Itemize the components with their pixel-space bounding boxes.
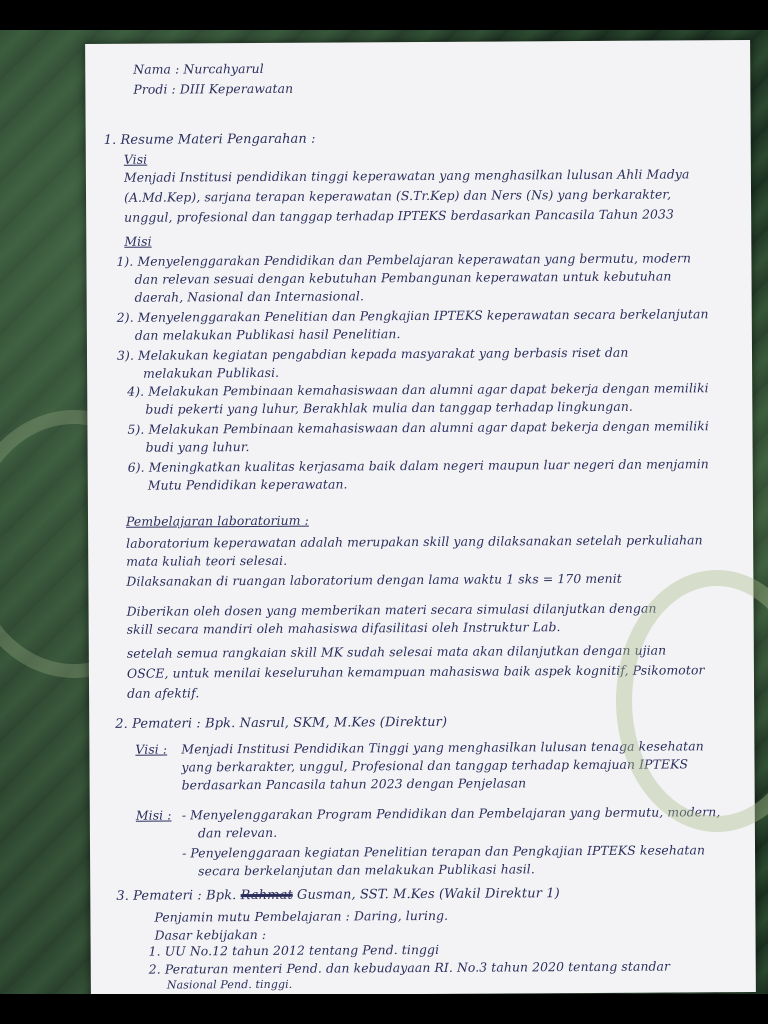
- visi-line: unggul, profesional dan tanggap terhadap IPTEKS berdasarkan Pancasila Tahun 2033: [124, 206, 675, 225]
- misi-line: melakukan Publikasi.: [143, 364, 280, 381]
- visi-line: yang berkarakter, unggul, Profesional dan tanggap terhadap kemajuan IPTEKS: [181, 756, 689, 775]
- misi-line: dan relevan.: [197, 824, 278, 841]
- misi-line: 6). Meningkatkan kualitas kerjasama baik dalam negeri maupun luar negeri dan menjamin: [127, 456, 709, 475]
- lab-line: dan afektif.: [127, 685, 200, 701]
- misi-line: budi pekerti yang luhur, Berakhlak mulia dan tanggap terhadap lingkungan.: [145, 398, 633, 417]
- visi-label: Visi :: [135, 741, 168, 757]
- section-1-title: 1. Resume Materi Pengarahan :: [103, 131, 316, 148]
- misi-line: 2). Menyelenggarakan Penelitian dan Pengkajian IPTEKS keperawatan secara berkelanjutan: [116, 306, 709, 325]
- section-3-line: Dasar kebijakan :: [154, 926, 267, 943]
- misi-line: Mutu Pendidikan keperawatan.: [147, 476, 348, 493]
- study-program-line: Prodi : DIII Keperawatan: [133, 80, 294, 97]
- lab-line: OSCE, untuk menilai keseluruhan kemampuan mahasiswa baik aspek kognitif, Psikomotor: [126, 662, 705, 681]
- misi-line: dan relevan sesuai dengan kebutuhan Pembangunan keperawatan untuk kebutuhan: [134, 268, 672, 287]
- misi-heading: Misi: [124, 233, 152, 249]
- misi-line: 1). Menyelenggarakan Pendidikan dan Pembelajaran keperawatan yang bermutu, modern: [116, 250, 692, 269]
- misi-label: Misi :: [135, 807, 172, 823]
- lab-line: skill secara mandiri oleh mahasiswa difasilitasi oleh Instruktur Lab.: [126, 619, 561, 637]
- section-3-line: 1. UU No.12 tahun 2012 tentang Pend. tinggi: [148, 941, 440, 959]
- name-line: Nama : Nurcahyarul: [133, 60, 264, 77]
- misi-line: dan melakukan Publikasi hasil Penelitian.: [134, 326, 401, 343]
- section-3-line: Nasional Pend. tinggi.: [166, 977, 293, 992]
- lab-heading: Pembelajaran laboratorium :: [125, 512, 309, 529]
- section-3-title-suffix: Gusman, SST. M.Kes (Wakil Direktur 1): [296, 886, 560, 903]
- section-2-title: 2. Pemateri : Bpk. Nasrul, SKM, M.Kes (Direktur): [115, 714, 448, 732]
- lab-line: laboratorium keperawatan adalah merupakan skill yang dilaksanakan setelah perkuliahan: [126, 532, 703, 551]
- visi-line: berdasarkan Pancasila tahun 2023 dengan Penjelasan: [181, 775, 527, 793]
- photo-background: [0, 30, 768, 994]
- misi-line: 4). Melakukan Pembinaan kemahasiswaan dan alumni agar dapat bekerja dengan memiliki: [127, 380, 709, 399]
- crossed-out-name: Rahmat: [240, 887, 293, 904]
- lab-line: Dilaksanakan di ruangan laboratorium dengan lama waktu 1 sks = 170 menit: [126, 570, 622, 589]
- visi-line: Menjadi Institusi Pendidikan Tinggi yang menghasilkan lulusan tenaga kesehatan: [181, 738, 704, 757]
- misi-line: secara berkelanjutan dan melakukan Publikasi hasil.: [198, 861, 535, 879]
- section-3-line: 2. Peraturan menteri Pend. dan kebudayaan RI. No.3 tahun 2020 tentang standar: [148, 958, 671, 977]
- lab-line: mata kuliah teori selesai.: [126, 552, 288, 569]
- section-3-title: [116, 887, 560, 903]
- misi-line: 3). Melakukan kegiatan pengabdian kepada masyarakat yang berbasis riset dan: [116, 344, 629, 363]
- section-3-title-prefix: 3. Pemateri : Bpk.: [116, 888, 237, 904]
- misi-line: budi yang luhur.: [145, 439, 250, 455]
- misi-line: 5). Melakukan Pembinaan kemahasiswaan dan alumni agar dapat bekerja dengan memiliki: [127, 418, 710, 437]
- handwritten-page: [85, 40, 756, 994]
- visi-heading: Visi: [123, 151, 148, 167]
- lab-line: setelah semua rangkaian skill MK sudah selesai mata akan dilanjutkan dengan ujian: [126, 642, 667, 661]
- visi-line: Menjadi Institusi pendidikan tinggi keperawatan yang menghasilkan lulusan Ahli Madya: [123, 166, 690, 185]
- section-3-line: Penjamin mutu Pembelajaran : Daring, luring.: [154, 907, 449, 925]
- visi-line: (A.Md.Kep), sarjana terapan keperawatan (S.Tr.Kep) dan Ners (Ns) yang berkarakter,: [123, 186, 672, 205]
- lab-line: Diberikan oleh dosen yang memberikan materi secara simulasi dilanjutkan dengan: [126, 600, 657, 619]
- misi-line: daerah, Nasional dan Internasional.: [134, 288, 365, 305]
- misi-line: - Menyelenggarakan Program Pendidikan dan Pembelajaran yang bermutu, modern,: [181, 804, 721, 823]
- misi-line: - Penyelenggaraan kegiatan Penelitian terapan dan Pengkajian IPTEKS kesehatan: [181, 842, 706, 861]
